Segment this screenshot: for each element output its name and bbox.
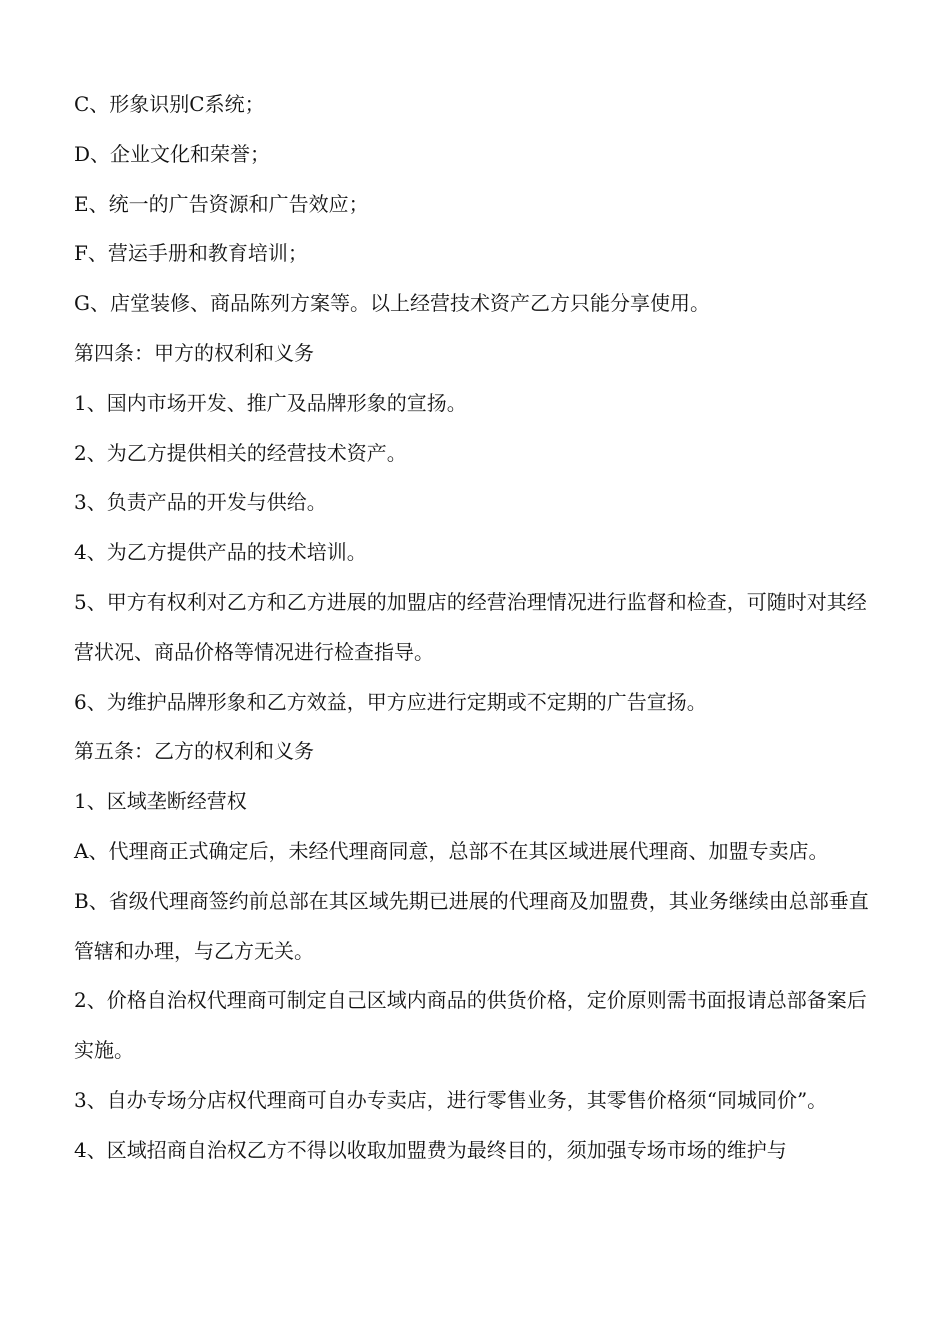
item-c-visual-identity: C、形象识别C系统；: [74, 92, 265, 116]
article-4-clause-3: 3、负责产品的开发与供给。: [74, 490, 327, 515]
article-5-clause-4: 4、区域招商自治权乙方不得以收取加盟费为最终目的，须加强专场市场的维护与: [74, 1137, 787, 1162]
article-5-heading: 第五条：乙方的权利和义务: [74, 739, 314, 764]
article-5-clause-2: 2、价格自治权代理商可制定自己区域内商品的供货价格，定价原则需书面报请总部备案后实施。: [74, 988, 867, 1063]
article-4-clause-6: 6、为维护品牌形象和乙方效益，甲方应进行定期或不定期的广告宣扬。: [74, 689, 707, 714]
item-f-operations-manual: F、营运手册和教育培训；: [74, 241, 308, 266]
article-4-clause-5: 5、甲方有权利对乙方和乙方进展的加盟店的经营治理情况进行监督和检查，可随时对其经营状况、商品价格等情况进行检查指导。: [74, 589, 867, 664]
article-4-heading: 第四条：甲方的权利和义务: [74, 340, 314, 365]
article-5-clause-3: 3、自办专场分店权代理商可自办专卖店，进行零售业务，其零售价格须“同城同价”。: [74, 1087, 828, 1112]
article-5-clause-1-a: A、代理商正式确定后，未经代理商同意，总部不在其区域进展代理商、加盟专卖店。: [74, 838, 829, 863]
article-4-clause-4: 4、为乙方提供产品的技术培训。: [74, 540, 367, 565]
article-5-clause-1: 1、区域垄断经营权: [74, 789, 247, 814]
item-g-store-decoration: G、店堂装修、商品陈列方案等。以上经营技术资产乙方只能分享使用。: [74, 291, 710, 316]
item-d-corporate-culture: D、企业文化和荣誉；: [74, 141, 271, 166]
item-e-advertising-resources: E、统一的广告资源和广告效应；: [74, 191, 369, 216]
article-4-clause-2: 2、为乙方提供相关的经营技术资产。: [74, 440, 407, 465]
article-5-clause-1-b: B、省级代理商签约前总部在其区域先期已进展的代理商及加盟费，其业务继续由总部垂直管辖和办理，与乙方无关。: [74, 888, 869, 963]
article-4-clause-1: 1、国内市场开发、推广及品牌形象的宣扬。: [74, 390, 467, 415]
document-page: [74, 80, 880, 1176]
